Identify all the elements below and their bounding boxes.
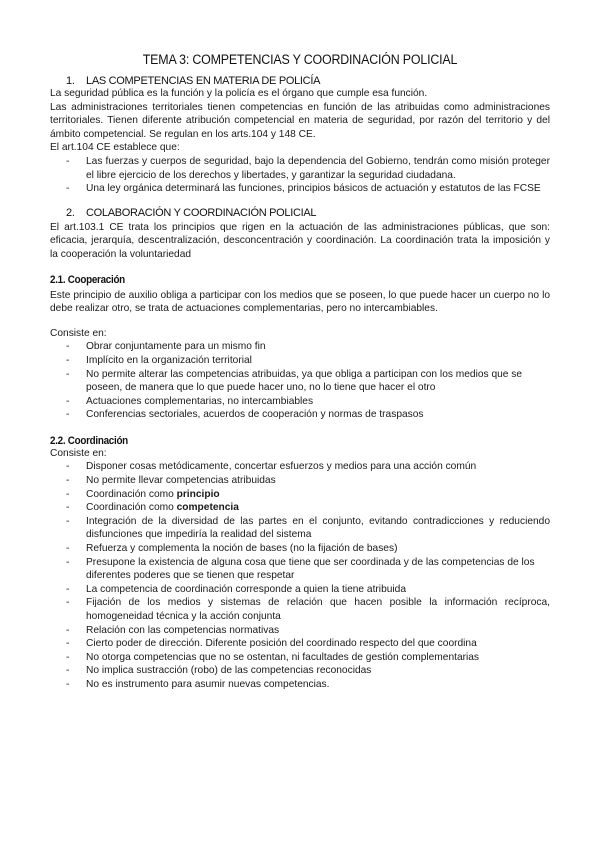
section-2-para-1: El art.103.1 CE trata los principios que rigen en la actuación de las administraciones públicas, que son: eficacia, jerarquía, descentralización, desconcentración y coordinación. La coordinación trata la imposición y la cooperación la voluntariedad <box>50 221 550 260</box>
list-item: - Implícito en la organización territorial <box>66 354 252 366</box>
list-item: - Las fuerzas y cuerpos de seguridad, bajo la dependencia del Gobierno, tendrán como misión proteger el libre ejercicio de los derechos y libertades, y garantizar la seguridad ciudadana. <box>66 155 550 181</box>
section-2-1-para-1: Este principio de auxilio obliga a participar con los medios que se poseen, lo que puede hacer un cuerpo no lo debe realizar otro, se trata de actuaciones complementarias, pero no intercambiables. <box>50 289 550 315</box>
list-item: - Coordinación como principio <box>66 488 220 500</box>
section-2-1-consiste: Consiste en: <box>50 327 107 339</box>
section-2-1-heading: 2.1. Cooperación <box>50 273 125 286</box>
list-item: - Relación con las competencias normativas <box>66 624 280 636</box>
list-item: - Obrar conjuntamente para un mismo fin <box>66 341 266 353</box>
section-1-para-3: El art.104 CE establece que: <box>50 142 180 154</box>
list-item: - No es instrumento para asumir nuevas competencias. <box>66 678 330 690</box>
list-item: - Una ley orgánica determinará las funciones, principios básicos de actuación y estatutos de las FCSE <box>66 183 541 195</box>
section-1-heading <box>50 75 550 87</box>
section-1-number: 1. <box>66 75 75 87</box>
section-2-heading-text: COLABORACIÓN Y COORDINACIÓN POLICIAL <box>86 206 317 219</box>
list-item: - Refuerza y complementa la noción de bases (no la fijación de bases) <box>66 543 398 555</box>
document-title: TEMA 3: COMPETENCIAS Y COORDINACIÓN POLICIAL <box>142 52 458 67</box>
list-item: - No permite alterar las competencias atribuidas, ya que obliga a participan con los medios que se poseen, de manera que lo que puede hacer uno, no lo tiene que hacer el otro <box>66 368 523 394</box>
list-item: - Fijación de los medios y sistemas de relación que hacen posible la información recíproca, homogeneidad técnica y la acción conjunta <box>66 597 550 622</box>
section-2-1-list <box>50 340 550 422</box>
section-1-list <box>50 155 550 196</box>
section-1-heading-text: LAS COMPETENCIAS EN MATERIA DE POLICÍA <box>86 75 321 87</box>
list-item: - Actuaciones complementarias, no intercambiables <box>66 395 314 407</box>
list-item: - No permite llevar competencias atribuidas <box>66 475 276 487</box>
list-item: - Coordinación como competencia <box>66 502 239 514</box>
list-item: - Conferencias sectoriales, acuerdos de cooperación y normas de traspasos <box>66 409 424 421</box>
section-1-para-2: Las administraciones territoriales tienen competencias en función de las atribuidas como administraciones territoriales. Tienen diferente atribución competencial en materia de seguridad, por razón del territorio y del ámbito competencial. Se regulan en los arts.104 y 148 CE. <box>50 101 550 140</box>
list-item: - Disponer cosas metódicamente, concertar esfuerzos y medios para una acción común <box>66 461 477 473</box>
list-item: - No implica sustracción (robo) de las competencias reconocidas <box>66 665 372 677</box>
list-item: - La competencia de coordinación corresponde a quien la tiene atribuida <box>66 583 406 595</box>
section-2-2-list <box>50 460 550 691</box>
list-item: - No otorga competencias que no se ostentan, ni facultades de gestión complementarias <box>66 651 480 663</box>
document-page <box>50 52 550 692</box>
section-2-2-consiste: Consiste en: <box>50 447 107 459</box>
section-1-para-1: La seguridad pública es la función y la policía es el órgano que cumple esa función. <box>50 88 428 99</box>
section-2-2-heading: 2.2. Coordinación <box>50 434 128 447</box>
list-item: - Integración de la diversidad de las partes en el conjunto, evitando contradicciones y reduciendo disfunciones que impediría la realidad del sistema <box>66 515 550 541</box>
section-2-heading <box>50 207 550 219</box>
section-2-number: 2. <box>66 206 75 219</box>
list-item: - Presupone la existencia de alguna cosa que tiene que ser coordinada y de las competencias de los diferentes poderes que se tienen que respetar <box>66 556 535 582</box>
list-item: - Cierto poder de dirección. Diferente posición del coordinado respecto del que coordina <box>66 638 477 650</box>
